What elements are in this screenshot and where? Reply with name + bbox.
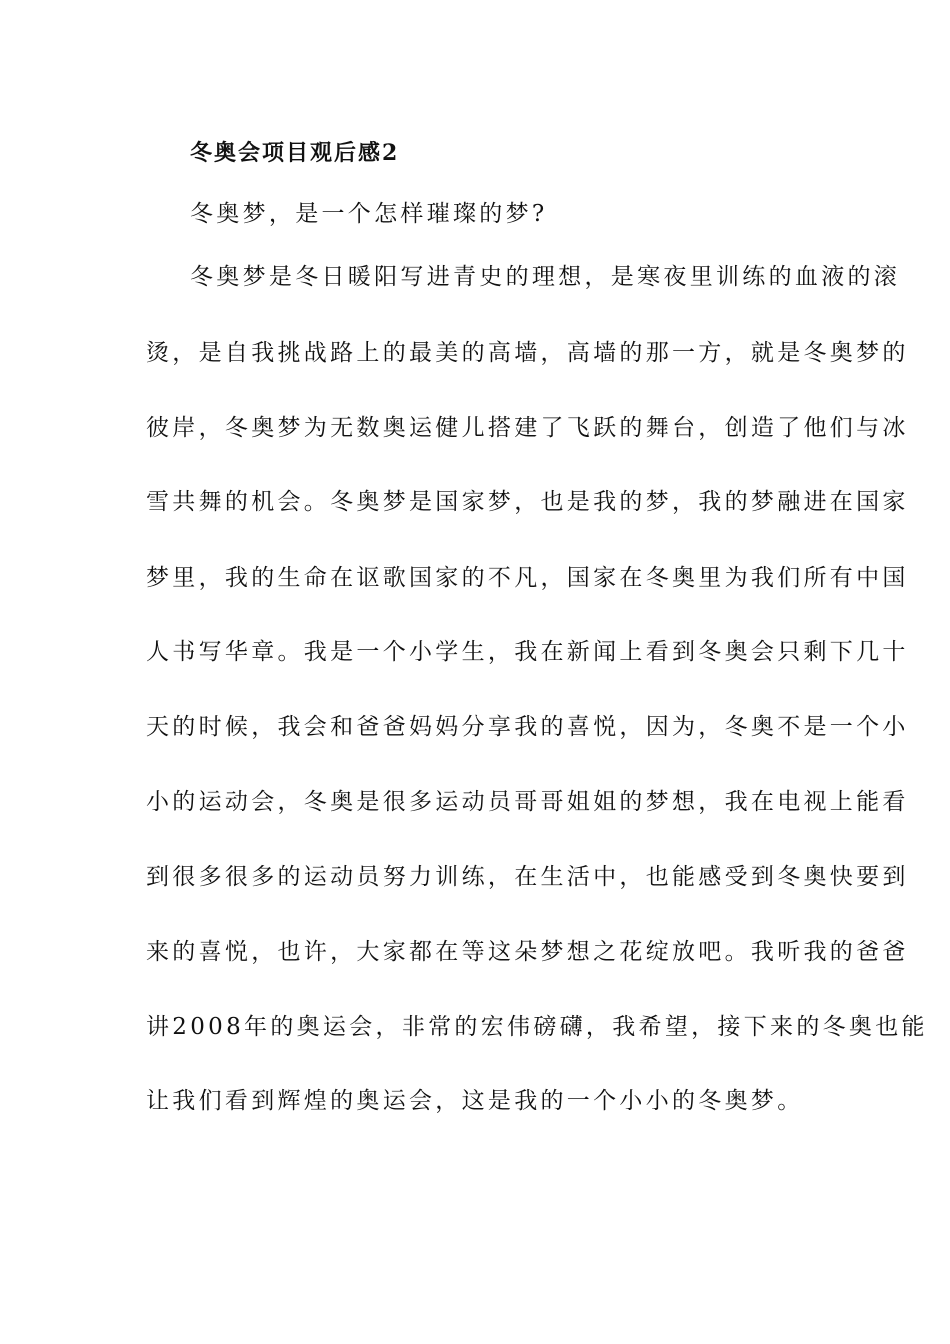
paragraph-1-line: 冬奥梦，是一个怎样璀璨的梦? <box>190 201 548 227</box>
paragraph-2-line-9: 到很多很多的运动员努力训练，在生活中，也能感受到冬奥快要到 <box>146 864 909 890</box>
paragraph-2-line-1: 冬奥梦是冬日暖阳写进青史的理想，是寒夜里训练的血液的滚 <box>190 264 901 290</box>
paragraph-2-line-11: 讲2008年的奥运会，非常的宏伟磅礴，我希望，接下来的冬奥也能 <box>146 1014 928 1040</box>
paragraph-2-line-10: 来的喜悦，也许，大家都在等这朵梦想之花绽放吧。我听我的爸爸 <box>146 939 909 965</box>
paragraph-2-line-7: 天的时候，我会和爸爸妈妈分享我的喜悦，因为，冬奥不是一个小 <box>146 714 909 740</box>
paragraph-2-line-5: 梦里，我的生命在讴歌国家的不凡，国家在冬奥里为我们所有中国 <box>146 565 909 591</box>
paragraph-2-line-2: 烫，是自我挑战路上的最美的高墙，高墙的那一方，就是冬奥梦的 <box>146 340 909 366</box>
document-title: 冬奥会项目观后感2 <box>190 140 400 166</box>
paragraph-2-line-12: 让我们看到辉煌的奥运会，这是我的一个小小的冬奥梦。 <box>146 1088 804 1114</box>
paragraph-2-line-6: 人书写华章。我是一个小学生，我在新闻上看到冬奥会只剩下几十 <box>146 639 909 665</box>
paragraph-2-line-3: 彼岸，冬奥梦为无数奥运健儿搭建了飞跃的舞台，创造了他们与冰 <box>146 415 909 441</box>
paragraph-2-line-8: 小的运动会，冬奥是很多运动员哥哥姐姐的梦想，我在电视上能看 <box>146 789 909 815</box>
paragraph-2-line-4: 雪共舞的机会。冬奥梦是国家梦，也是我的梦，我的梦融进在国家 <box>146 489 909 515</box>
